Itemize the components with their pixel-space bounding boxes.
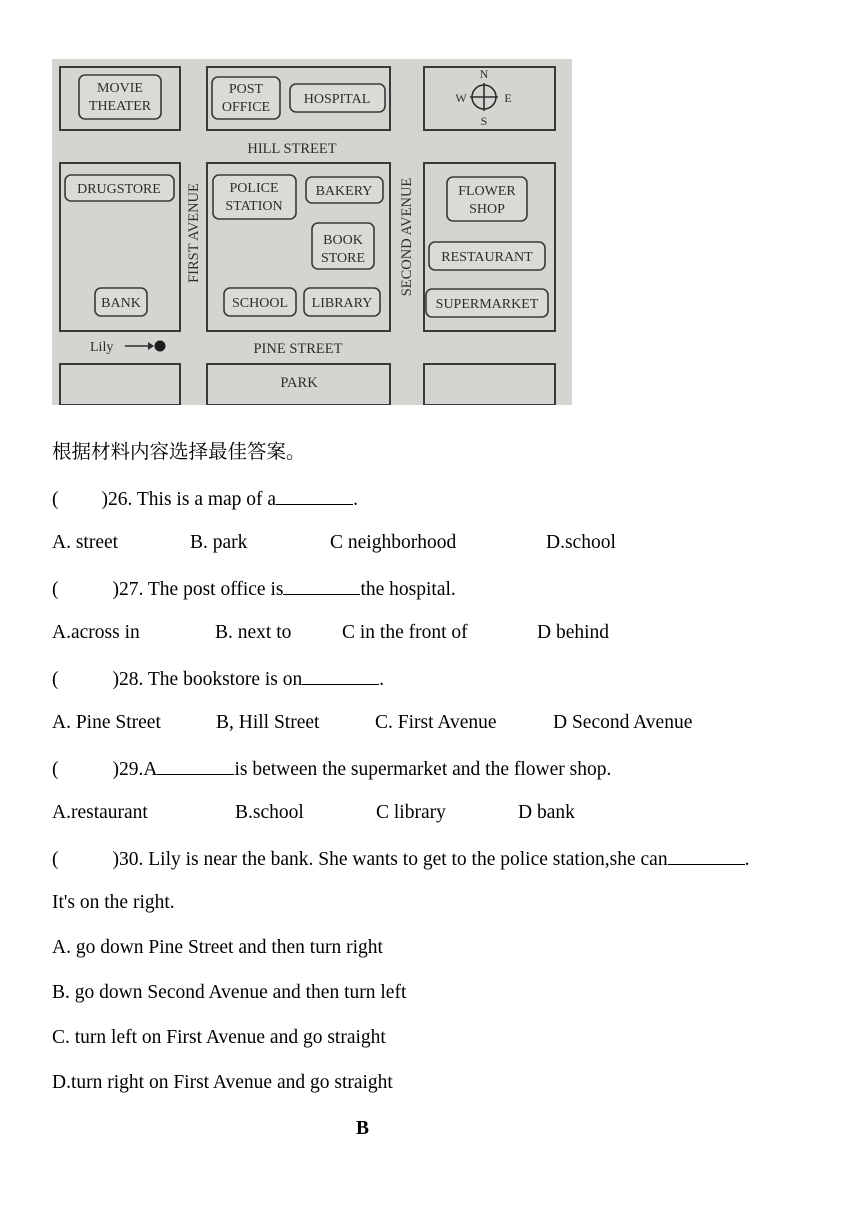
option-30-d[interactable]: D.turn right on First Avenue and go straight — [52, 1072, 393, 1093]
movie-theater-label-2: THEATER — [88, 99, 152, 114]
lily-arrow-icon — [125, 341, 166, 352]
compass-s: S — [480, 114, 488, 128]
answer-blank[interactable] — [283, 576, 360, 595]
restaurant-label: RESTAURANT — [441, 250, 533, 265]
question-stem-end: is between the supermarket and the flower shop. — [234, 759, 612, 780]
option-26-d[interactable]: D.school — [546, 532, 616, 553]
answer-paren: ( — [52, 759, 59, 780]
option-27-b[interactable]: B. next to — [215, 622, 292, 643]
answer-paren: ( — [52, 579, 59, 600]
option-28-d[interactable]: D Second Avenue — [553, 712, 693, 733]
compass-n: N — [479, 67, 489, 81]
park-label: PARK — [280, 375, 318, 391]
question-stem: )27. The post office is — [112, 579, 284, 600]
movie-theater-label-1: MOVIE — [97, 81, 143, 96]
drugstore-label: DRUGSTORE — [77, 182, 161, 197]
option-28-c[interactable]: C. First Avenue — [375, 712, 497, 733]
option-27-a[interactable]: A.across in — [52, 622, 140, 643]
option-26-b[interactable]: B. park — [190, 532, 248, 553]
question-stem: )29.A — [112, 759, 158, 780]
option-29-d[interactable]: D bank — [518, 802, 575, 823]
answer-paren: ( — [52, 489, 59, 510]
compass-w: W — [455, 91, 467, 105]
bank-label: BANK — [101, 296, 141, 311]
question-29 — [52, 756, 611, 782]
answer-blank[interactable] — [302, 666, 379, 685]
option-26-c[interactable]: C neighborhood — [330, 532, 457, 553]
option-29-a[interactable]: A.restaurant — [52, 802, 148, 823]
option-29-c[interactable]: C library — [376, 802, 446, 823]
option-30-a[interactable]: A. go down Pine Street and then turn right — [52, 937, 383, 958]
option-30-c[interactable]: C. turn left on First Avenue and go straight — [52, 1027, 386, 1048]
library-label: LIBRARY — [311, 296, 373, 311]
option-28-b[interactable]: B, Hill Street — [216, 712, 320, 733]
question-stem: )30. Lily is near the bank. She wants to get to the police station,she can — [112, 849, 668, 870]
lily-label: Lily — [90, 340, 114, 355]
neighborhood-map — [52, 59, 572, 405]
option-26-a[interactable]: A. street — [52, 532, 119, 553]
police-station-label-2: STATION — [225, 199, 283, 214]
book-store-label-1: BOOK — [323, 233, 363, 248]
option-28-a[interactable]: A. Pine Street — [52, 712, 161, 733]
answer-blank[interactable] — [668, 846, 745, 865]
supermarket-label: SUPERMARKET — [435, 297, 539, 312]
question-stem: )28. The bookstore is on — [112, 669, 303, 690]
option-30-b[interactable]: B. go down Second Avenue and then turn left — [52, 982, 407, 1003]
compass-icon — [455, 67, 511, 128]
post-office-label-1: POST — [228, 82, 264, 97]
book-store-label-2: STORE — [320, 251, 366, 266]
block-top-right — [424, 67, 555, 130]
flower-shop-label-1: FLOWER — [458, 184, 516, 199]
block-bottom-right — [424, 364, 555, 405]
question-27 — [52, 576, 456, 602]
second-avenue-label: SECOND AVENUE — [399, 177, 415, 297]
answer-blank[interactable] — [276, 486, 353, 505]
school-label: SCHOOL — [231, 296, 289, 311]
option-27-c[interactable]: C in the front of — [342, 622, 468, 643]
answer-blank[interactable] — [157, 756, 234, 775]
option-29-b[interactable]: B.school — [235, 802, 304, 823]
question-stem-end: the hospital. — [360, 579, 456, 600]
question-30-continuation: It's on the right. — [52, 892, 175, 913]
post-office-label-2: OFFICE — [221, 100, 271, 115]
question-stem-end: . — [353, 489, 358, 510]
section-label: B — [356, 1118, 370, 1139]
hill-street-label: HILL STREET — [247, 141, 337, 157]
flower-shop-label-2: SHOP — [469, 202, 505, 217]
question-stem: )26. This is a map of a — [101, 489, 277, 510]
question-stem-end: . — [744, 849, 750, 870]
question-26 — [52, 486, 358, 512]
question-stem-end: . — [379, 669, 385, 690]
first-avenue-label: FIRST AVENUE — [186, 183, 202, 283]
answer-paren: ( — [52, 669, 59, 690]
police-station-label-1: POLICE — [229, 181, 279, 196]
option-27-d[interactable]: D behind — [537, 622, 610, 643]
compass-e: E — [504, 91, 512, 105]
bakery-label: BAKERY — [315, 184, 373, 199]
pine-street-label: PINE STREET — [253, 341, 343, 357]
answer-paren: ( — [52, 849, 59, 870]
map-drawing — [52, 59, 572, 405]
question-28 — [52, 666, 384, 692]
question-30 — [52, 846, 749, 872]
hospital-label: HOSPITAL — [303, 92, 371, 107]
block-bottom-left — [60, 364, 180, 405]
instruction: 根据材料内容选择最佳答案。 — [52, 442, 306, 463]
